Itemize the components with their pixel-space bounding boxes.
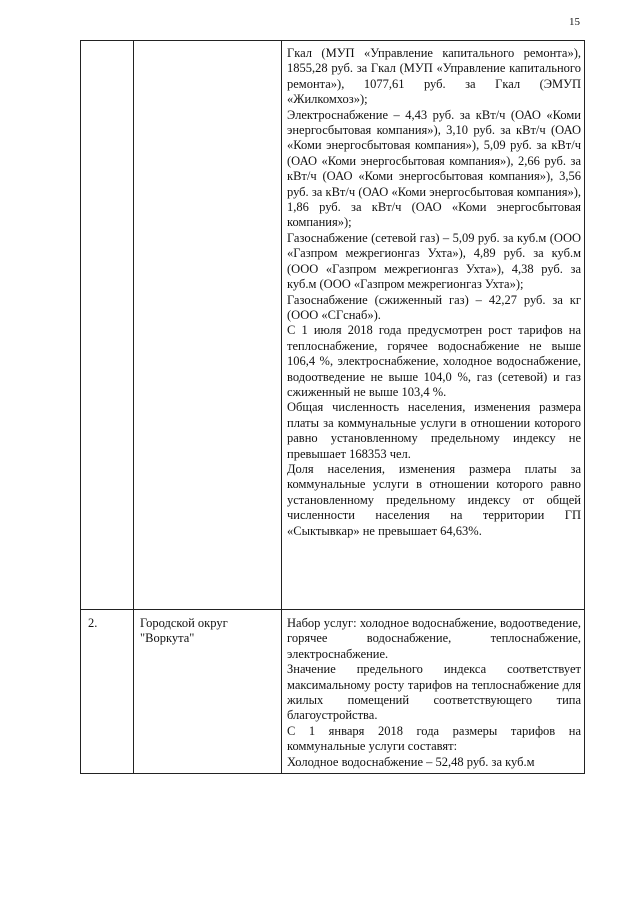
paragraph-cold-water: Холодное водоснабжение – 52,48 руб. за куб.м — [287, 754, 535, 769]
municipality-cell — [134, 41, 282, 610]
paragraph-electricity: Электроснабжение – 4,43 руб. за кВт/ч (ОАО «Коми энергосбытовая компания»), 3,10 руб. за кВт/ч (ОАО «Коми энергосбытовая компания»), 5,09 руб. за кВт/ч (ОАО «Коми энергосбытовая компания»), 2,66 руб. за кВт/ч (ОАО «Коми энергосбытовая компания»), 3,56 руб. за кВт/ч (ОАО «Коми энергосбытовая компания»), 1,86 руб. за кВт/ч (ОАО «Коми энергосбытовая компания»); — [287, 107, 581, 230]
municipality-name — [134, 41, 281, 47]
description-cell — [282, 41, 585, 610]
description-text — [282, 41, 584, 542]
paragraph-january-tariffs: С 1 января 2018 года размеры тарифов на коммунальные услуги составят: — [287, 723, 581, 754]
description-cell — [282, 610, 585, 774]
paragraph-population-total: Общая численность населения, изменения размера платы за коммунальные услуги в отношении которого равно установленному предельному индексу не превышает 168353 чел. — [287, 400, 581, 461]
paragraph-july-growth: С 1 июля 2018 года предусмотрен рост тарифов на теплоснабжение, горячее водоснабжение не выше 106,4 %, электроснабжение, холодное водоснабжение, водоотведение не выше 104,0 %, газ (сетевой) и газ сжиженный не выше 103,4 %. — [287, 323, 581, 399]
paragraph-heat-tariffs: Гкал (МУП «Управление капитального ремонта»), 1855,28 руб. за Гкал (МУП «Управление капитального ремонта»), 1077,61 руб. за Гкал (ЭМУП «Жилкомхоз»); — [287, 46, 581, 107]
municipality-line: Городской округ — [140, 616, 228, 630]
row-number — [81, 41, 133, 47]
tariff-table — [80, 40, 585, 774]
table-row — [81, 41, 585, 610]
paragraph-services-set: Набор услуг: холодное водоснабжение, водоотведение, горячее водоснабжение, теплоснабжение, электроснабжение. — [287, 616, 581, 661]
description-text — [282, 610, 584, 773]
paragraph-index-value: Значение предельного индекса соответствует максимальному росту тарифов на теплоснабжение для жилых помещений соответствующего типа благоустройства. — [287, 662, 581, 723]
municipality-name — [134, 610, 281, 646]
page-number: 15 — [569, 16, 580, 28]
row-number-cell — [81, 610, 134, 774]
row-number: 2. — [88, 616, 98, 630]
municipality-line: "Воркута" — [140, 631, 195, 645]
paragraph-gas-liquefied: Газоснабжение (сжиженный газ) – 42,27 руб. за кг (ООО «СГснаб»). — [287, 292, 581, 322]
municipality-cell — [134, 610, 282, 774]
paragraph-population-share: Доля населения, изменения размера платы за коммунальные услуги в отношении которого равно установленному предельному индексу от общей численности населения на территории ГП «Сыктывкар» не превышает 64,63%. — [287, 461, 581, 538]
row-number-cell — [81, 41, 134, 610]
paragraph-gas-network: Газоснабжение (сетевой газ) – 5,09 руб. за куб.м (ООО «Газпром межрегионгаз Ухта»), 4,89 руб. за куб.м (ООО «Газпром межрегионгаз Ухта»), 4,38 руб. за куб.м (ООО «Газпром межрегионгаз Ухта»); — [287, 230, 581, 292]
table-row — [81, 610, 585, 774]
